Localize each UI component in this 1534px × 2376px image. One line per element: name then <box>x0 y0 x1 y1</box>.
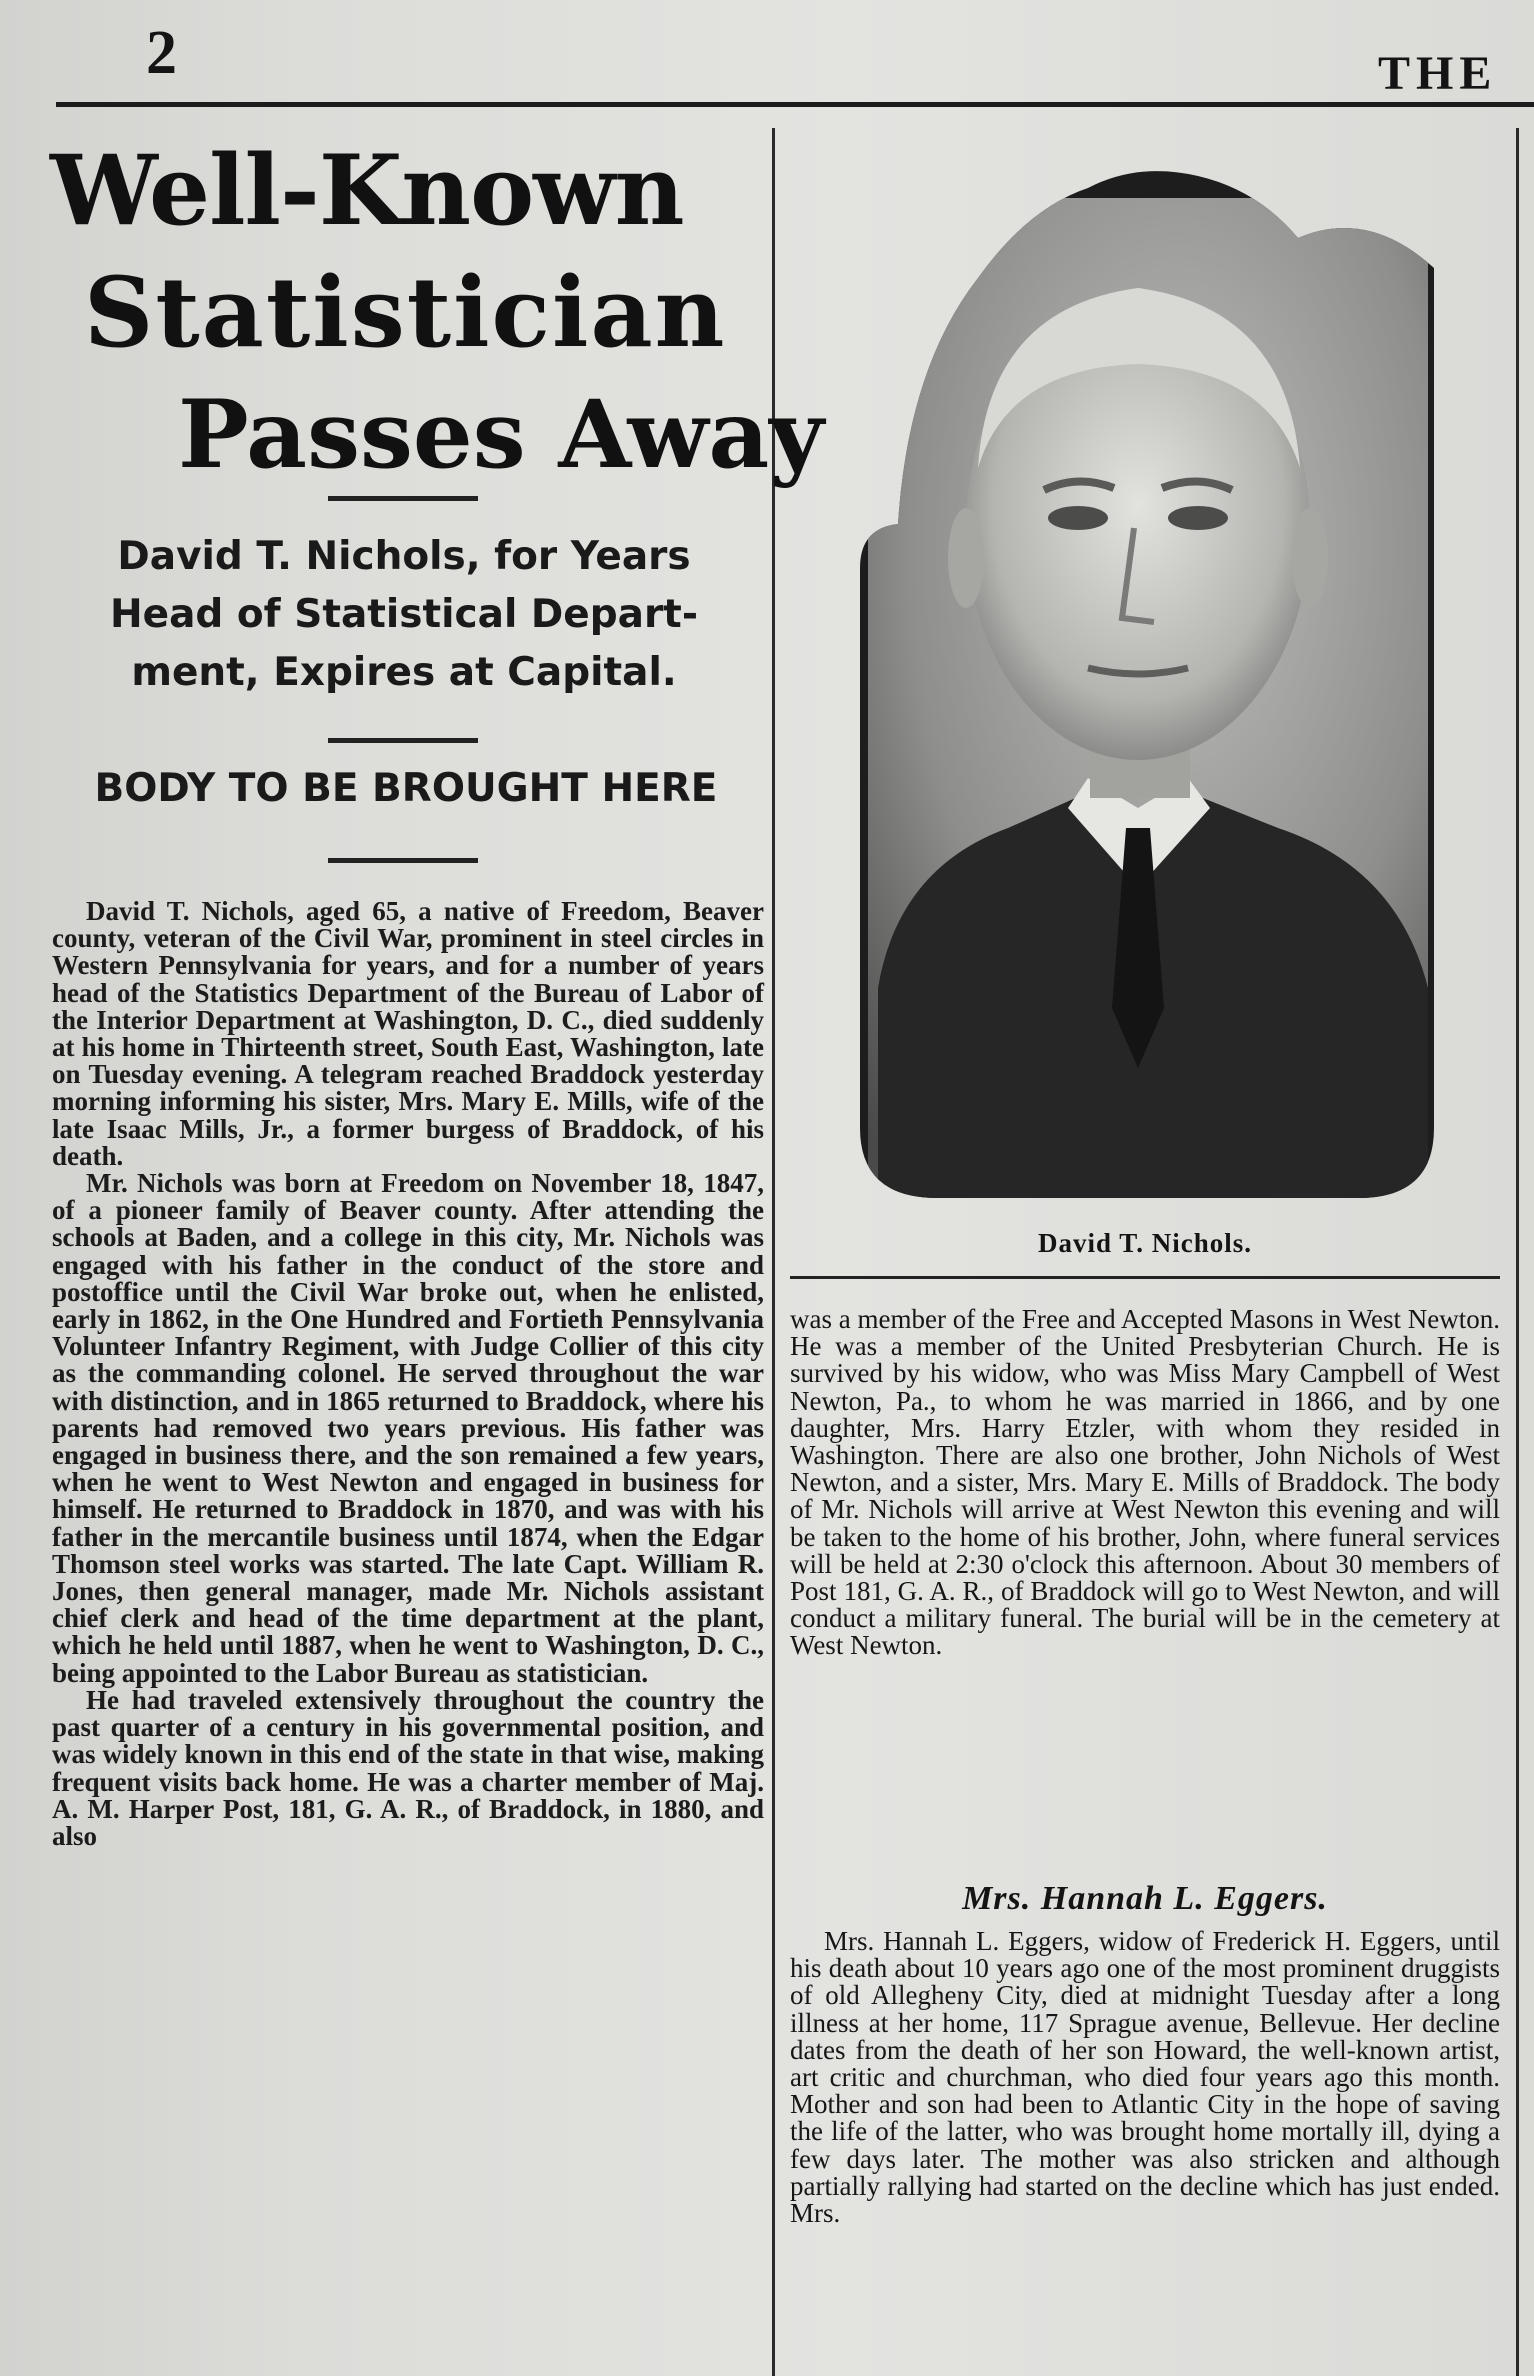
subhead-line-2: Head of Statistical Depart- <box>109 592 699 637</box>
article-paragraph: He had traveled extensively throughout the country the past quarter of a century in his governmental position, and was widely known in this end of the state in that wise, making frequent visits back home. He was a charter member of Maj. A. M. Harper Post, 181, G. A. R., of Braddock, in 1880, and also <box>52 1684 764 1851</box>
top-rule <box>56 102 1534 107</box>
article-paragraph: David T. Nichols, aged 65, a native of Freedom, Beaver county, veteran of the Civil War, prominent in steel circles in Western Pennsylvania for years, and for a number of years head of the Statistics Department of the Bureau of Labor of the Interior Department at Washington, D. C., died suddenly at his home in Thirteenth street, South East, Washington, late on Tuesday evening. A telegram reached Braddock yesterday morning informing his sister, Mrs. Mary E. Mills, wife of the late Isaac Mills, Jr., a former burgess of Braddock, of his death. <box>52 896 764 1171</box>
article-continuation: was a member of the Free and Accepted Masons in West Newton. He was a member of the United Presbyterian Church. He is survived by his widow, who was Miss Mary Campbell of West Newton, Pa., to whom he was married in 1866, and by one daughter, Mrs. Harry Etzler, with whom they resided in Washington. There are also one brother, John Nichols of West Newton, and a sister, Mrs. Mary E. Mills of Braddock. The body of Mr. Nichols will arrive at West Newton this evening and will be taken to the home of his brother, John, where funeral services will be held at 2:30 o'clock this afternoon. About 30 members of Post 181, G. A. R., of Braddock will go to West Newton, and will conduct a military funeral. The burial will be in the cemetery at West Newton. <box>790 1304 1500 1661</box>
column-divider-right <box>1516 128 1519 2376</box>
headline-line-3: Passes Away <box>178 380 824 490</box>
article-paragraph: Mr. Nichols was born at Freedom on November 18, 1847, of a pioneer family of Beaver county. After attending the schools at Baden, and a college in this city, Mr. Nichols was engaged with his father in the conduct of the store and postoffice until the Civil War broke out, when he enlisted, early in 1862, in the One Hundred and Fortieth Pennsylvania Volunteer Infantry Regiment, with Judge Collier of this city as the commanding colonel. He served throughout the war with distinction, and in 1865 returned to Braddock, where his parents had removed two years previous. His father was engaged in business there, and the son remained a few years, when he went to West Newton and engaged in business for himself. He returned to Braddock in 1870, and was with his father in the mercantile business until 1874, when the Edgar Thomson steel works was started. The late Capt. William R. Jones, then general manager, made Mr. Nichols assistant chief clerk and head of the time department at the plant, which he held until 1887, when he went to Washington, D. C., being appointed to the Labor Bureau as statistician. <box>52 1168 764 1688</box>
masthead-fragment: THE <box>1378 47 1498 100</box>
photo-caption: David T. Nichols. <box>1037 1228 1253 1258</box>
obituary-body: Mrs. Hannah L. Eggers, widow of Frederick H. Eggers, until his death about 10 years ago one of the most prominent druggists of old Allegheny City, died at midnight Tuesday after a long illness at her home, 117 Sprague avenue, Bellevue. Her decline dates from the death of her son Howard, the well-known artist, art critic and churchman, who died four years ago this month. Mother and son had been to Atlantic City in the hope of saving the life of the latter, who was brought home mortally ill, dying a few days later. The mother was also stricken and although partially rallying had started on the decline which has just ended. Mrs. <box>790 1926 1500 2229</box>
article-body-left <box>52 898 764 1850</box>
caption-rule <box>790 1276 1500 1279</box>
headline <box>50 130 824 496</box>
headline-line-1: Well-Known <box>50 134 684 247</box>
deck-divider <box>328 858 478 863</box>
subheadline <box>44 528 764 702</box>
deck-headline: BODY TO BE BROUGHT HERE <box>94 766 718 811</box>
subhead-divider <box>328 738 478 743</box>
page-number: 2 <box>146 19 177 87</box>
headline-line-2: Statistician <box>84 256 727 369</box>
obituary-heading: Mrs. Hannah L. Eggers. <box>962 1880 1328 1917</box>
portrait-photo <box>838 168 1444 1206</box>
subhead-line-3: ment, Expires at Capital. <box>131 650 677 695</box>
headline-divider <box>328 496 478 501</box>
subhead-line-1: David T. Nichols, for Years <box>117 534 691 579</box>
